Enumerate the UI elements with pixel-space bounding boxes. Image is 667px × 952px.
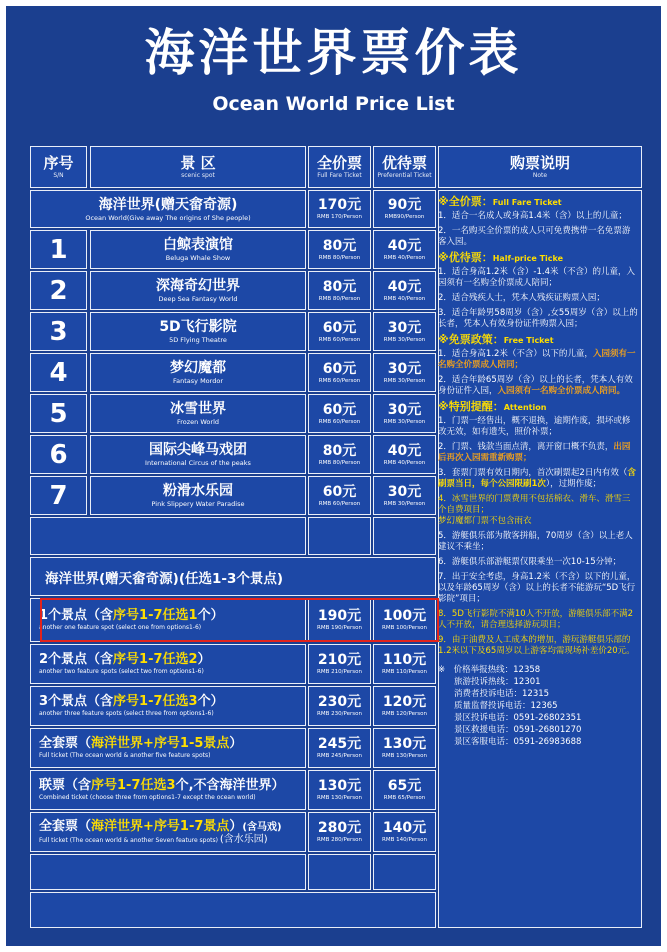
full-price-value: 130元 (317, 778, 362, 794)
note-item: 4．冰雪世界的门票费用不包括棉衣、滑车、滑雪三个自费项目； 梦幻魔都门票不包含雨衣 (438, 494, 631, 526)
package-cell (30, 686, 306, 726)
row-sn-value: 2 (49, 275, 68, 306)
note-item: 5．游艇俱乐部为散客拼船，70周岁（含）以上老人建议不乘坐； (438, 531, 633, 552)
package-cell (30, 728, 306, 768)
row-sn-value: 5 (49, 398, 68, 429)
full-price-en: RMB 60/Person (318, 377, 361, 384)
full-price (308, 394, 371, 433)
package-name-en: another three feature spots (select three from options1-6) (39, 710, 214, 717)
full-price-value: 280元 (317, 820, 362, 836)
package-name-en: Combined ticket (choose three from options1-7 except the ocean world) (39, 794, 256, 801)
price-poster (6, 6, 661, 946)
spot-name-en: Frozen World (177, 418, 219, 426)
pref-price-value: 30元 (387, 401, 422, 418)
spot-name-en: Pink Slippery Water Paradise (151, 500, 245, 508)
pref-price-value: 100元 (382, 608, 427, 624)
package-name: 全套票（海洋世界+序号1-5景点） (39, 736, 243, 751)
full-price-en: RMB 190/Person (317, 625, 362, 631)
package-name: 3个景点（含序号1-7任选3个） (39, 694, 224, 709)
row-sn (30, 312, 87, 351)
row-sn-value: 4 (49, 357, 68, 388)
pref-price-en: RMB 110/Person (382, 669, 427, 675)
full-price-value: 60元 (322, 319, 357, 336)
package-name-en: another two feature spots (select two from options1-6) (39, 668, 204, 675)
row-sn-value: 6 (49, 439, 68, 470)
pref-price-en: RMB 130/Person (382, 753, 427, 759)
full-price (308, 353, 371, 392)
note-item: 6．游艇俱乐部游艇票仅限乘坐一次10-15分钟； (438, 557, 622, 567)
spot-cell (90, 271, 306, 310)
header-note (438, 146, 642, 188)
full-price-en: RMB 60/Person (318, 418, 361, 425)
pref-price-en: RMB 40/Person (383, 295, 426, 302)
full-price-en: RMB 80/Person (318, 295, 361, 302)
note-item: 2．门票、钱款当面点清，离开窗口概不负责，出园后再次入园需重新购票； (438, 442, 631, 463)
pref-price-en: RMB 30/Person (383, 377, 426, 384)
package-name: 联票（含序号1-7任选3个,不含海洋世界） (39, 778, 285, 793)
note-item: 2．适合残疾人士，凭本人残疾证购票入园； (438, 293, 605, 303)
spot-name-en: International Circus of the peaks (145, 459, 251, 467)
row-sn (30, 435, 87, 474)
note-item: 1．门票一经售出，概不退换，逾期作废，损坏或修改无效，如有遗失，照价补票； (438, 416, 631, 437)
page-title: 海洋世界票价表 (144, 24, 523, 82)
pref-price-value: 30元 (387, 483, 422, 500)
row-sn (30, 230, 87, 269)
pref-price-value: 130元 (382, 736, 427, 752)
pref-price (373, 770, 436, 810)
spot-cell (90, 394, 306, 433)
spot-cell (90, 476, 306, 515)
spot-name-en: Deep Sea Fantasy World (158, 295, 238, 303)
pref-price-en: RMB 30/Person (383, 336, 426, 343)
package-section-title: 海洋世界(赠天畲奇源)(任选1-3个景点) (45, 570, 284, 587)
pref-price (373, 435, 436, 474)
note-item: 1．适合身高1.2米（含）-1.4米（不含）的儿童，入园须有一名购全价票成人陪同； (438, 267, 636, 288)
note-heading: ※全价票：Full Fare Ticket (438, 195, 562, 208)
pref-price-en: RMB90/Person (384, 214, 425, 220)
spot-row-ocean-world (30, 190, 306, 228)
pref-price (373, 644, 436, 684)
full-price-value: 80元 (322, 237, 357, 254)
pref-price-en: RMB 40/Person (383, 459, 426, 466)
full-price (308, 476, 371, 515)
full-price-en: RMB 80/Person (318, 459, 361, 466)
full-price-value: 60元 (322, 401, 357, 418)
empty-cell (373, 854, 436, 890)
empty-cell (30, 892, 436, 928)
header-pref-en: Preferential Ticket (377, 172, 432, 179)
package-cell (30, 644, 306, 684)
spot-cell (90, 435, 306, 474)
notes-text (438, 194, 638, 748)
note-item: 2．一名购买全价票的成人只可免费携带一名免票游客入园。 (438, 226, 631, 247)
hotline: 消费者投诉电话：12315 (454, 689, 550, 699)
package-name: 1个景点（含序号1-7任选1个） (39, 608, 224, 623)
package-section-label (30, 557, 436, 596)
pref-price-value: 65元 (387, 778, 422, 794)
note-item: 2．适合年龄65周岁（含）以上的长者，凭本人有效身份证件入园，入园须有一名购全价票成人陪同。 (438, 375, 633, 396)
spot-name: 梦幻魔都 (170, 360, 226, 376)
full-price-en: RMB 170/Person (317, 214, 362, 220)
full-price (308, 435, 371, 474)
full-price-value: 245元 (317, 736, 362, 752)
note-item: 1．适合身高1.2米（不含）以下的儿童，入园须有一名购全价票成人陪同； (438, 349, 636, 370)
hotline: ※ 价格举报热线：12358 (438, 665, 541, 675)
header-pref-label: 优待票 (381, 154, 427, 172)
full-price (308, 312, 371, 351)
header-sn (30, 146, 87, 188)
empty-cell (30, 854, 306, 890)
full-price (308, 644, 371, 684)
full-price-en: RMB 80/Person (318, 254, 361, 261)
spot-name: 深海奇幻世界 (156, 278, 240, 294)
pref-price-value: 30元 (387, 319, 422, 336)
row-sn (30, 394, 87, 433)
pref-price-value: 90元 (387, 197, 422, 213)
full-price-value: 170元 (317, 197, 362, 213)
full-price-value: 190元 (317, 608, 362, 624)
note-heading: ※优待票：Half-price Ticke (438, 251, 564, 264)
note-heading: ※特别提醒：Attention (438, 400, 547, 413)
full-price-value: 80元 (322, 278, 357, 295)
pref-price (373, 230, 436, 269)
pref-price (373, 812, 436, 852)
spot-name: 粉滑水乐园 (163, 483, 233, 499)
spot-name: 5D飞行影院 (159, 319, 237, 335)
header-spot-en: scenic spot (181, 172, 215, 179)
hotline: 质量监督投诉电话：12365 (454, 701, 558, 711)
full-price-value: 60元 (322, 360, 357, 377)
spot-cell (90, 230, 306, 269)
full-price-value: 210元 (317, 652, 362, 668)
pref-price-value: 140元 (382, 820, 427, 836)
package-name-en: another one feature spot (select one from options1-6) (39, 624, 202, 631)
full-price (308, 770, 371, 810)
pref-price-value: 110元 (382, 652, 427, 668)
pref-price-en: RMB 140/Person (382, 837, 427, 843)
header-pref (373, 146, 436, 188)
full-price (308, 686, 371, 726)
pref-price (373, 686, 436, 726)
package-cell (30, 770, 306, 810)
full-price-value: 80元 (322, 442, 357, 459)
full-price-en: RMB 130/Person (317, 795, 362, 801)
pref-price-value: 120元 (382, 694, 427, 710)
full-price-en: RMB 60/Person (318, 336, 361, 343)
header-note-label: 购票说明 (509, 154, 570, 172)
package-name-en: Full ticket (The ocean world & another Seven feature spots) (含水乐园) (39, 834, 268, 845)
pref-price-value: 40元 (387, 278, 422, 295)
pref-price (373, 190, 436, 228)
pref-price-en: RMB 120/Person (382, 711, 427, 717)
package-cell (30, 812, 306, 852)
spot-name-en: Ocean World(Give away The origins of She people) (85, 213, 251, 222)
header-full-label: 全价票 (316, 154, 362, 172)
empty-cell (373, 517, 436, 555)
package-name: 2个景点（含序号1-7任选2） (39, 652, 211, 667)
full-price (308, 190, 371, 228)
note-item: 1．适合一名成人或身高1.4米（含）以上的儿童； (438, 211, 627, 221)
pref-price (373, 353, 436, 392)
row-sn-value: 7 (49, 480, 68, 511)
pref-price-en: RMB 40/Person (383, 254, 426, 261)
pref-price-en: RMB 30/Person (383, 500, 426, 507)
header-sn-label: 序号 (43, 154, 74, 172)
pref-price-en: RMB 65/Person (383, 795, 426, 801)
pref-price (373, 271, 436, 310)
spot-name-en: Fantasy Mordor (173, 377, 223, 385)
full-price-en: RMB 230/Person (317, 711, 362, 717)
note-item: 7．出于安全考虑，身高1.2米（不含）以下的儿童，以及年龄65周岁（含）以上的长者不能游玩“5D飞行影院”项目； (438, 572, 636, 604)
pref-price-value: 40元 (387, 442, 422, 459)
row-sn (30, 271, 87, 310)
header-spot-label: 景 区 (180, 154, 216, 172)
full-price-en: RMB 280/Person (317, 837, 362, 843)
note-item: 9．由于油费及人工成本的增加，游玩游艇俱乐部的1.2米以下及65周岁以上游客均需现场补差价20元。 (438, 635, 635, 656)
spot-name: 白鲸表演馆 (163, 237, 233, 253)
pref-price-value: 30元 (387, 360, 422, 377)
full-price-en: RMB 245/Person (317, 753, 362, 759)
pref-price (373, 312, 436, 351)
pref-price-en: RMB 100/Person (382, 625, 427, 631)
spot-name: 海洋世界(赠天畲奇源) (98, 196, 238, 213)
header-full-en: Full Fare Ticket (317, 172, 362, 179)
pref-price-value: 40元 (387, 237, 422, 254)
spot-name-en: Beluga Whale Show (165, 254, 231, 262)
row-sn (30, 353, 87, 392)
header-sn-en: S/N (53, 172, 64, 179)
highlight-box (40, 598, 439, 642)
pref-price (373, 476, 436, 515)
spot-cell (90, 353, 306, 392)
package-name: 全套票（海洋世界+序号1-7景点）(含马戏) (39, 819, 282, 834)
header-spot (90, 146, 306, 188)
pref-price (373, 728, 436, 768)
hotline: 景区客服电话：0591-26983688 (454, 737, 582, 747)
empty-cell (30, 517, 306, 555)
full-price (308, 728, 371, 768)
note-heading: ※免票政策：Free Ticket (438, 333, 554, 346)
note-item: 8．5D飞行影院不满10人不开放，游艇俱乐部不满2人不开放，请合理选择游玩项目； (438, 609, 634, 630)
full-price-en: RMB 210/Person (317, 669, 362, 675)
full-price-en: RMB 60/Person (318, 500, 361, 507)
page-subtitle: Ocean World Price List (212, 93, 455, 115)
row-sn-value: 1 (49, 234, 68, 265)
spot-name: 国际尖峰马戏团 (149, 442, 247, 458)
spot-cell (90, 312, 306, 351)
full-price (308, 230, 371, 269)
spot-name-en: 5D Flying Theatre (169, 336, 227, 344)
empty-cell (308, 517, 371, 555)
full-price-value: 230元 (317, 694, 362, 710)
pref-price-en: RMB 30/Person (383, 418, 426, 425)
empty-cell (308, 854, 371, 890)
note-item: 3．适合年龄男58周岁（含）,女55周岁（含）以上的长者，凭本人有效身份证件购票入园； (438, 308, 638, 329)
spot-name: 冰雪世界 (170, 401, 226, 417)
full-price-value: 60元 (322, 483, 357, 500)
row-sn (30, 476, 87, 515)
full-price (308, 271, 371, 310)
full-price (308, 812, 371, 852)
package-name-en: Full ticket (The ocean world & another five feature spots) (39, 752, 211, 759)
hotline: 景区投诉电话：0591-26802351 (454, 713, 582, 723)
header-note-en: Note (532, 172, 548, 179)
header-full (308, 146, 371, 188)
hotline: 旅游投诉热线：12301 (454, 677, 541, 687)
pref-price (373, 394, 436, 433)
row-sn-value: 3 (49, 316, 68, 347)
note-item: 3．套票门票有效日期内，首次刷票起2日内有效（含刷票当日，每个公园限刷1次），过期作废； (438, 468, 636, 489)
hotline: 景区救援电话：0591-26801270 (454, 725, 582, 735)
